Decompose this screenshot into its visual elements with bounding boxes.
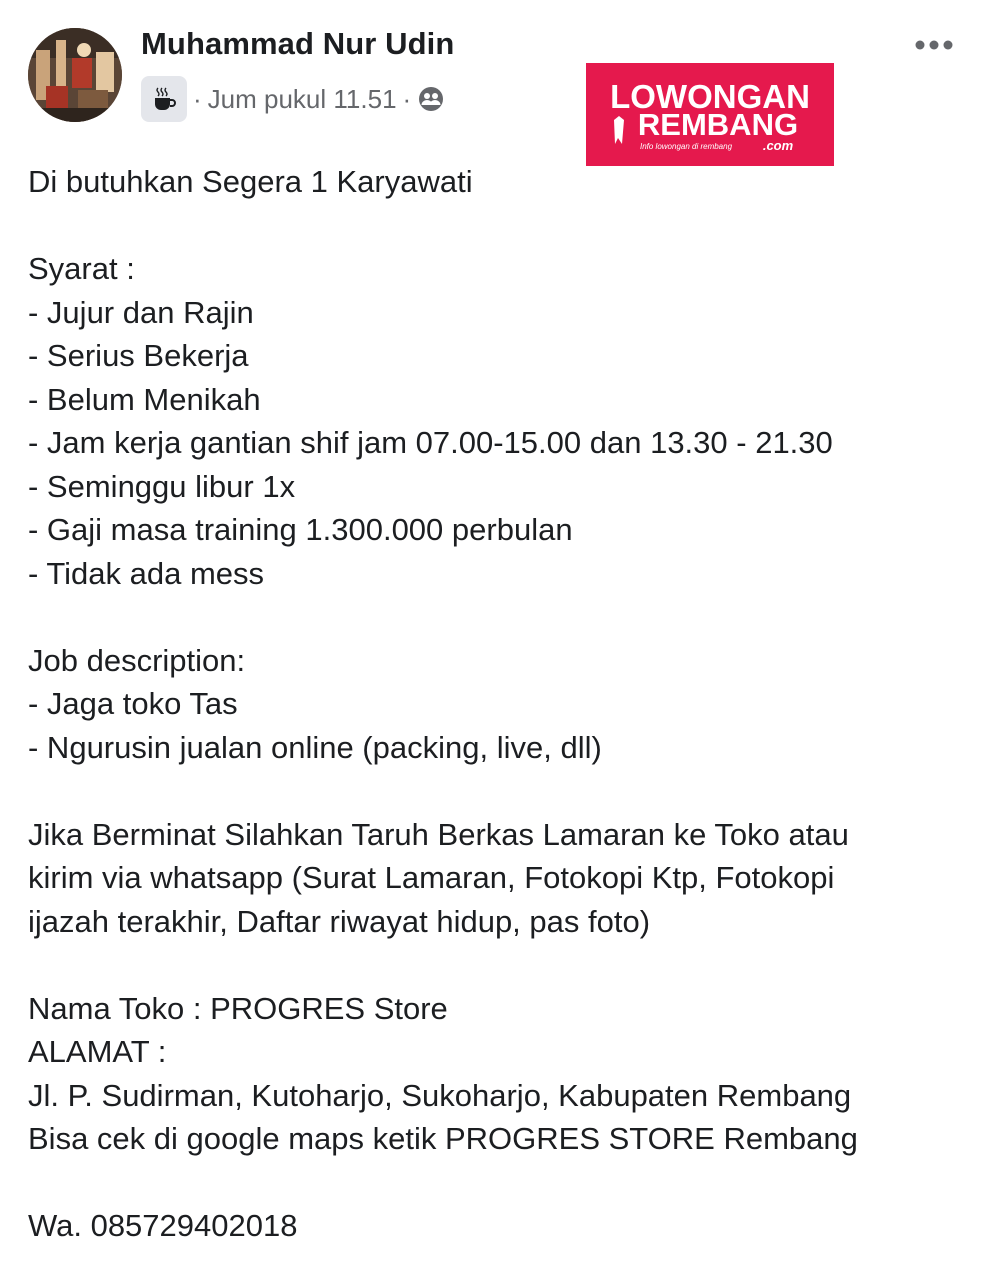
blank-line: [28, 769, 968, 813]
avatar[interactable]: [28, 28, 122, 122]
blank-line: [28, 943, 968, 987]
requirement-item: - Serius Bekerja: [28, 338, 249, 373]
requirement-item: - Belum Menikah: [28, 381, 261, 417]
post-body: [28, 160, 968, 1248]
apply-instructions-line: kirim via whatsapp (Surat Lamaran, Fotokopi Ktp, Fotokopi: [28, 860, 835, 895]
store-name: Nama Toko : PROGRES Store: [28, 990, 448, 1026]
job-description-title: Job description:: [28, 642, 246, 678]
maps-hint: Bisa cek di google maps ketik PROGRES STORE Rembang: [28, 1121, 858, 1156]
requirement-item: - Jujur dan Rajin: [28, 294, 254, 330]
requirement-item: - Gaji masa training 1.300.000 perbulan: [28, 512, 573, 547]
address-title: ALAMAT :: [28, 1034, 167, 1069]
logo-tagline: Info lowongan di rembang: [639, 142, 733, 151]
logo-line2: REMBANG: [637, 107, 799, 142]
requirement-item: - Seminggu libur 1x: [28, 468, 296, 504]
more-horizontal-icon: [912, 39, 956, 51]
meta-separator: ·: [193, 83, 202, 114]
post-meta: [141, 76, 445, 122]
meta-separator: ·: [402, 83, 412, 114]
apply-instructions-line: Jika Berminat Silahkan Taruh Berkas Lamaran ke Toko atau: [28, 816, 849, 852]
tie-icon: [614, 116, 624, 144]
post-timestamp[interactable]: Jum pukul 11.51: [207, 83, 397, 114]
logo-line1: LOWONGAN: [610, 78, 810, 115]
watermark-logo: [586, 63, 834, 166]
friends-audience-icon[interactable]: [417, 85, 445, 113]
requirements-title: Syarat :: [28, 251, 135, 286]
blank-line: [28, 204, 968, 248]
whatsapp-contact[interactable]: Wa. 085729402018: [28, 1208, 298, 1243]
blank-line: [28, 1161, 968, 1205]
apply-instructions-line: ijazah terakhir, Daftar riwayat hidup, pas foto): [28, 903, 651, 939]
coffee-cup-icon: [141, 76, 187, 122]
requirement-item: - Jam kerja gantian shif jam 07.00-15.00 dan 13.30 - 21.30: [28, 425, 833, 460]
post-header: [0, 0, 998, 153]
logo-domain: .com: [762, 138, 794, 153]
more-options-button[interactable]: [908, 30, 960, 60]
store-address: Jl. P. Sudirman, Kutoharjo, Sukoharjo, Kabupaten Rembang: [28, 1077, 852, 1113]
job-item: - Jaga toko Tas: [28, 686, 238, 721]
post-headline: Di butuhkan Segera 1 Karyawati: [28, 164, 473, 199]
requirement-item: - Tidak ada mess: [28, 555, 265, 591]
blank-line: [28, 595, 968, 639]
job-item: - Ngurusin jualan online (packing, live, dll): [28, 729, 602, 765]
author-name[interactable]: Muhammad Nur Udin: [141, 26, 455, 61]
